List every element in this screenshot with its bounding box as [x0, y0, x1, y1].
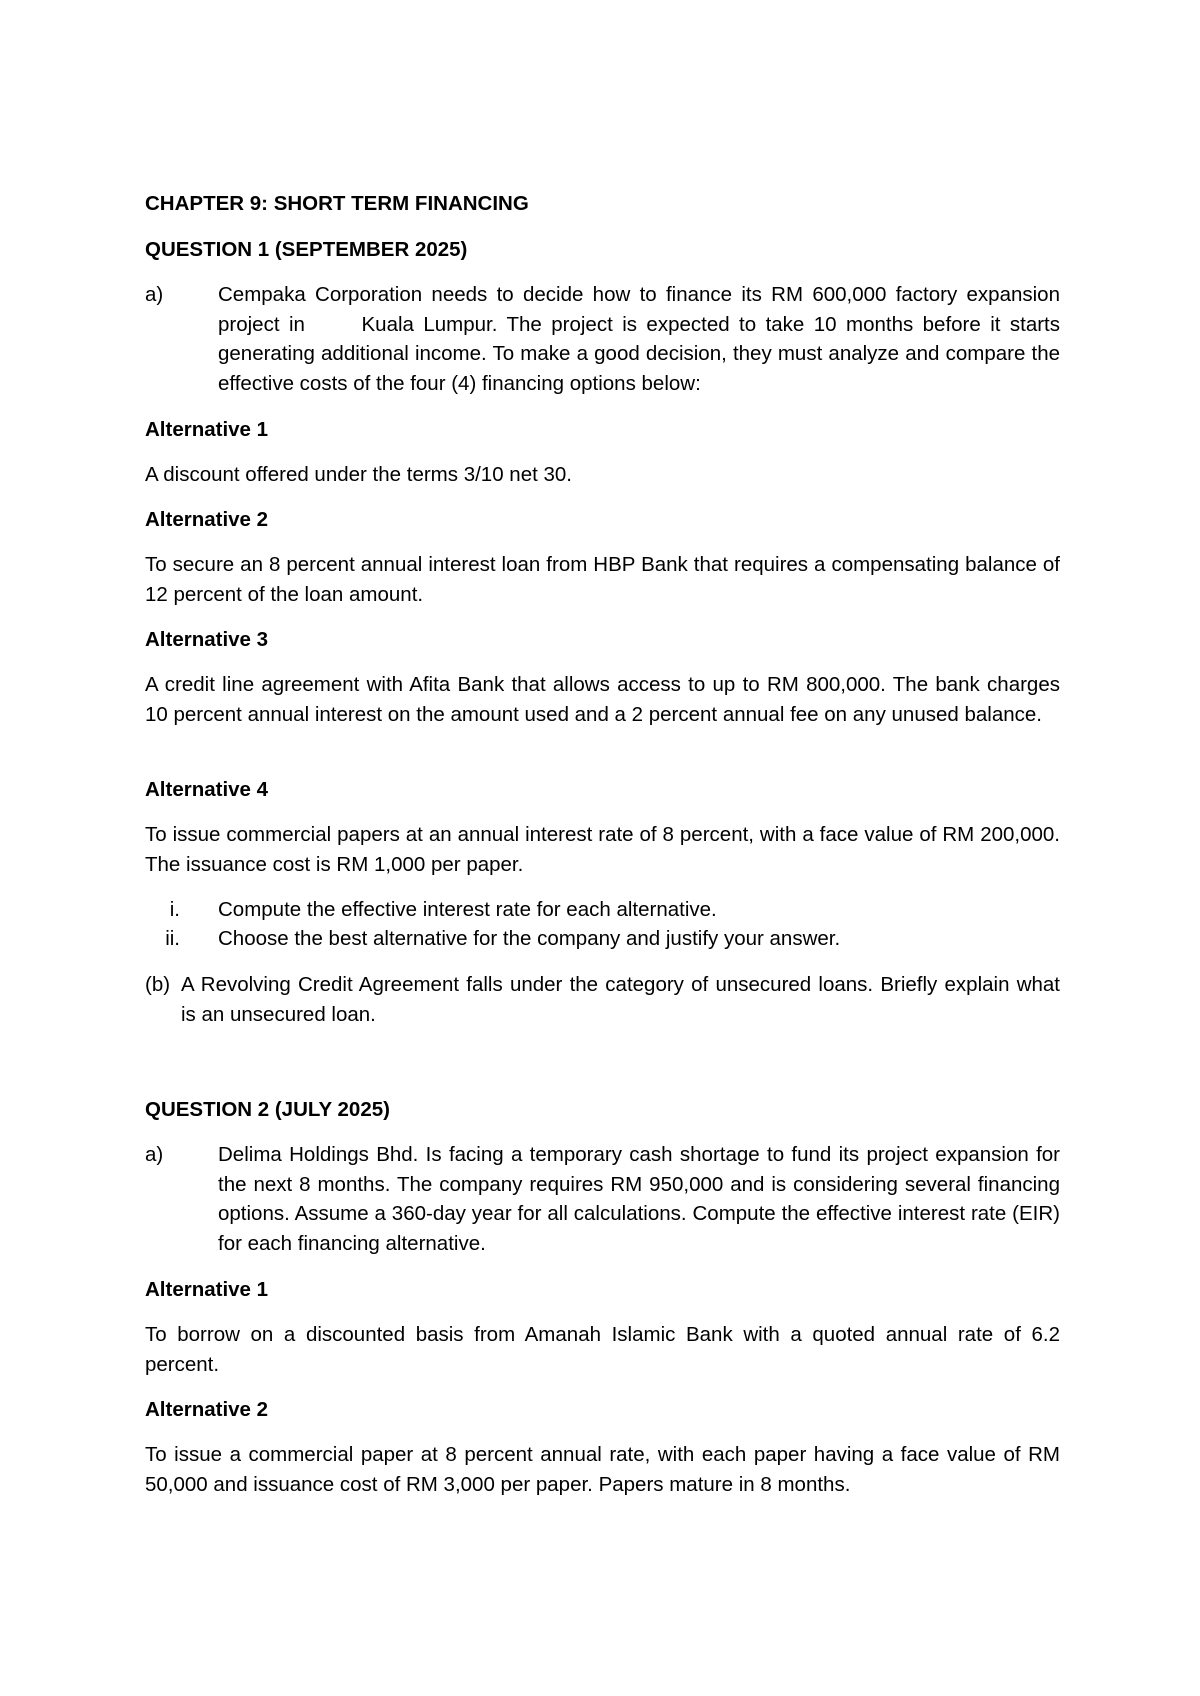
q1-alternative-1-heading: Alternative 1 [145, 418, 269, 441]
q1-alternative-2-text: To secure an 8 percent annual interest loan from HBP Bank that requires a compensating balance of 12 percent of the loan amount. [145, 553, 1060, 606]
q1-alternative-4-text: To issue commercial papers at an annual interest rate of 8 percent, with a face value of RM 200,000. The issuance cost is RM 1,000 per paper. [145, 823, 1060, 876]
q2-alternative-2-heading: Alternative 2 [145, 1398, 269, 1421]
q1-alternative-2-heading: Alternative 2 [145, 508, 269, 531]
question-2-title: QUESTION 2 (JULY 2025) [145, 1098, 390, 1121]
q2-alternative-2-text: To issue a commercial paper at 8 percent annual rate, with each paper having a face value of RM 50,000 and issuance cost of RM 3,000 per paper. Papers mature in 8 months. [145, 1443, 1060, 1496]
question-1-title: QUESTION 1 (SEPTEMBER 2025) [145, 238, 468, 261]
q2-part-a-text: Delima Holdings Bhd. Is facing a temporary cash shortage to fund its project expansion for the next 8 months. The company requires RM 950,000 and is considering several financing options. Assume a 360-day year for all calculations. Compute the effective interest rate (EIR) for each financing alternative. [218, 1143, 1060, 1255]
q1-alternative-3-text: A credit line agreement with Afita Bank that allows access to up to RM 800,000. The bank charges 10 percent annual interest on the amount used and a 2 percent annual fee on any unused balance. [145, 673, 1060, 726]
sub-item-i-marker: i. [169, 898, 180, 921]
question-1-part-b [145, 970, 1060, 1029]
q1-alternative-4-heading: Alternative 4 [145, 778, 269, 801]
sub-item-i-text: Compute the effective interest rate for each alternative. [218, 898, 717, 921]
part-b-marker: (b) [145, 973, 171, 996]
q2-alternative-1-heading: Alternative 1 [145, 1278, 269, 1301]
part-a-text: Cempaka Corporation needs to decide how to finance its RM 600,000 factory expansion project in Kuala Lumpur. The project is expected to take 10 months before it starts generating additional income. To make a good decision, they must analyze and compare the effective costs of the four (4) financing options below: [218, 283, 1060, 395]
part-a-marker: a) [145, 283, 164, 306]
chapter-title: CHAPTER 9: SHORT TERM FINANCING [145, 192, 529, 215]
sub-item-ii-marker: ii. [165, 927, 180, 950]
q2-part-a-marker: a) [145, 1143, 164, 1166]
q1-alternative-1-text: A discount offered under the terms 3/10 net 30. [145, 463, 572, 486]
q2-alternative-1-text: To borrow on a discounted basis from Amanah Islamic Bank with a quoted annual rate of 6.2 percent. [145, 1323, 1060, 1376]
q1-alternative-3-heading: Alternative 3 [145, 628, 269, 651]
sub-item-ii-text: Choose the best alternative for the company and justify your answer. [218, 927, 841, 950]
part-b-text: A Revolving Credit Agreement falls under the category of unsecured loans. Briefly explain what is an unsecured loan. [181, 973, 1060, 1026]
